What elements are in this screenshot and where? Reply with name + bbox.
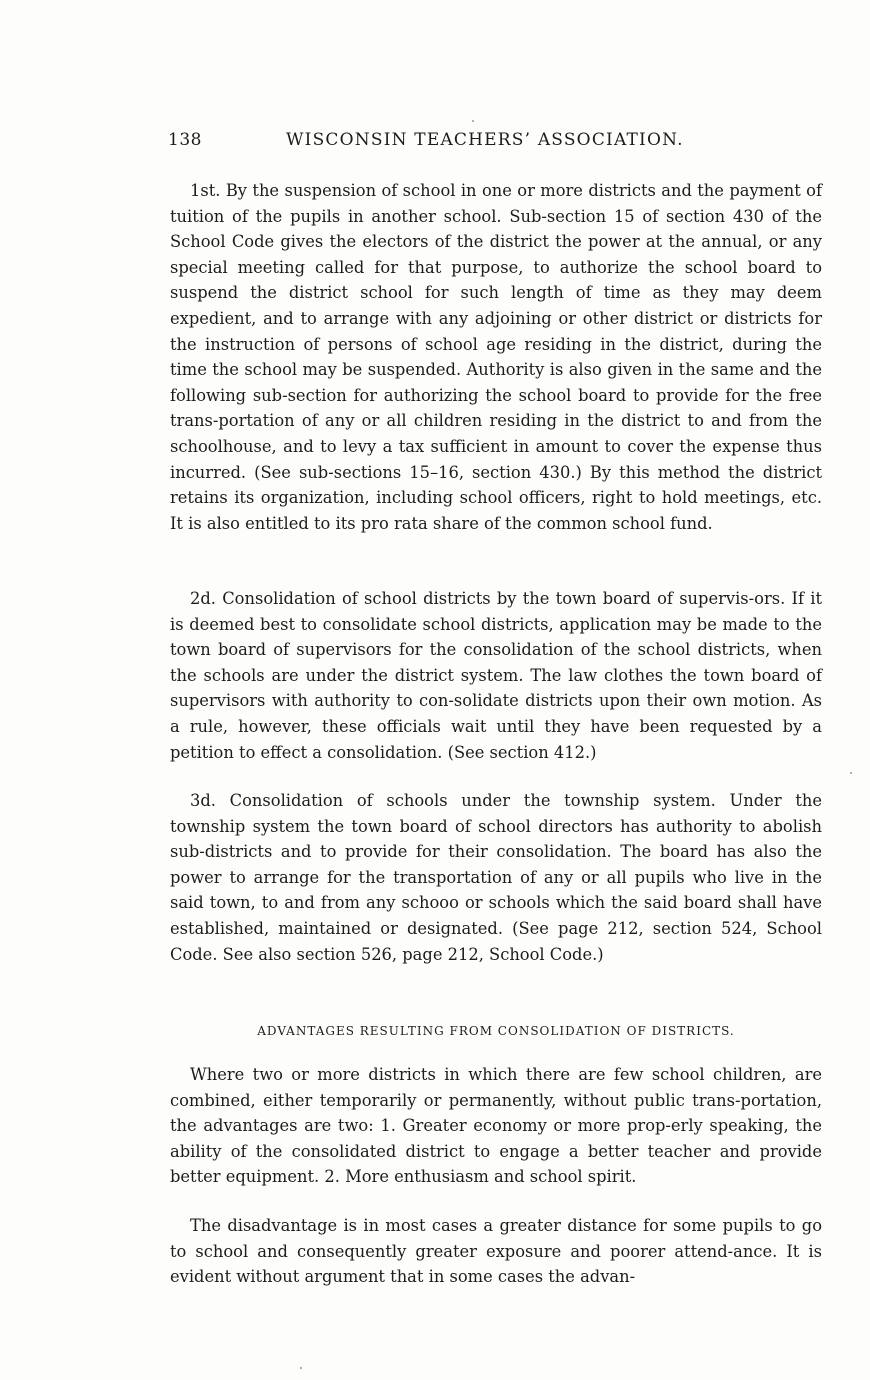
section-heading: ADVANTAGES RESULTING FROM CONSOLIDATION OF DISTRICTS. <box>257 1024 735 1038</box>
paragraph-advantages <box>170 1062 822 1190</box>
paragraph-text: 2d. Consolidation of school districts by the town board of supervis-ors. If it is deemed best to consolidate school districts, application may be made to the town board of supervisors for the consolidation of the school districts, when the schools are under the district system. The law clothes the town board of supervisors with authority to con-solidate districts upon their own motion. As a rule, however, these officials wait until they have been requested by a petition to effect a consolidation. (See section 412.) <box>170 589 822 762</box>
paragraph-disadvantage <box>170 1213 822 1290</box>
paper-speck <box>850 772 852 774</box>
paper-speck <box>300 1367 302 1369</box>
paper-speck <box>472 120 474 122</box>
paragraph-township <box>170 788 822 967</box>
paragraph-text: 1st. By the suspension of school in one or more districts and the payment of tuition of the pupils in another school. Sub-section 15 of section 430 of the School Code gives the electors of the district the power at the annual, or any special meeting called for that purpose, to authorize the school board to suspend the district school for such length of time as they may deem expedient, and to arrange with any adjoining or other district or districts for the instruction of persons of school age residing in the district, during the time the school may be suspended. Authority is also given in the same and the following sub-section for authorizing the school board to provide for the free trans-portation of any or all children residing in the district to and from the schoolhouse, and to levy a tax sufficient in amount to cover the expense thus incurred. (See sub-sections 15–16, section 430.) By this method the district retains its organization, including school officers, right to hold meetings, etc. It is also entitled to its pro rata share of the common school fund. <box>170 181 822 533</box>
paragraph-suspension <box>170 178 822 536</box>
paragraph-text: The disadvantage is in most cases a greater distance for some pupils to go to school and consequently greater exposure and poorer attend-ance. It is evident without argument that in some cases the advan- <box>170 1216 822 1287</box>
paragraph-text: Where two or more districts in which there are few school children, are combined, either temporarily or permanently, without public trans-portation, the advantages are two: 1. Greater economy or more prop-erly speaking, the ability of the consolidated district to engage a better teacher and provide better equipment. 2. More enthusiasm and school spirit. <box>170 1065 822 1187</box>
page-header <box>168 130 698 156</box>
paragraph-text: 3d. Consolidation of schools under the township system. Under the township system the town board of school directors has authority to abolish sub-districts and to provide for their consolidation. The board has also the power to arrange for the transportation of any or all pupils who live in the said town, to and from any schooo or schools which the said board shall have established, maintained or designated. (See page 212, section 524, School Code. See also section 526, page 212, School Code.) <box>170 791 822 964</box>
paragraph-supervisors <box>170 586 822 765</box>
running-title: WISCONSIN TEACHERS’ ASSOCIATION. <box>286 130 684 150</box>
page-number: 138 <box>168 130 202 150</box>
